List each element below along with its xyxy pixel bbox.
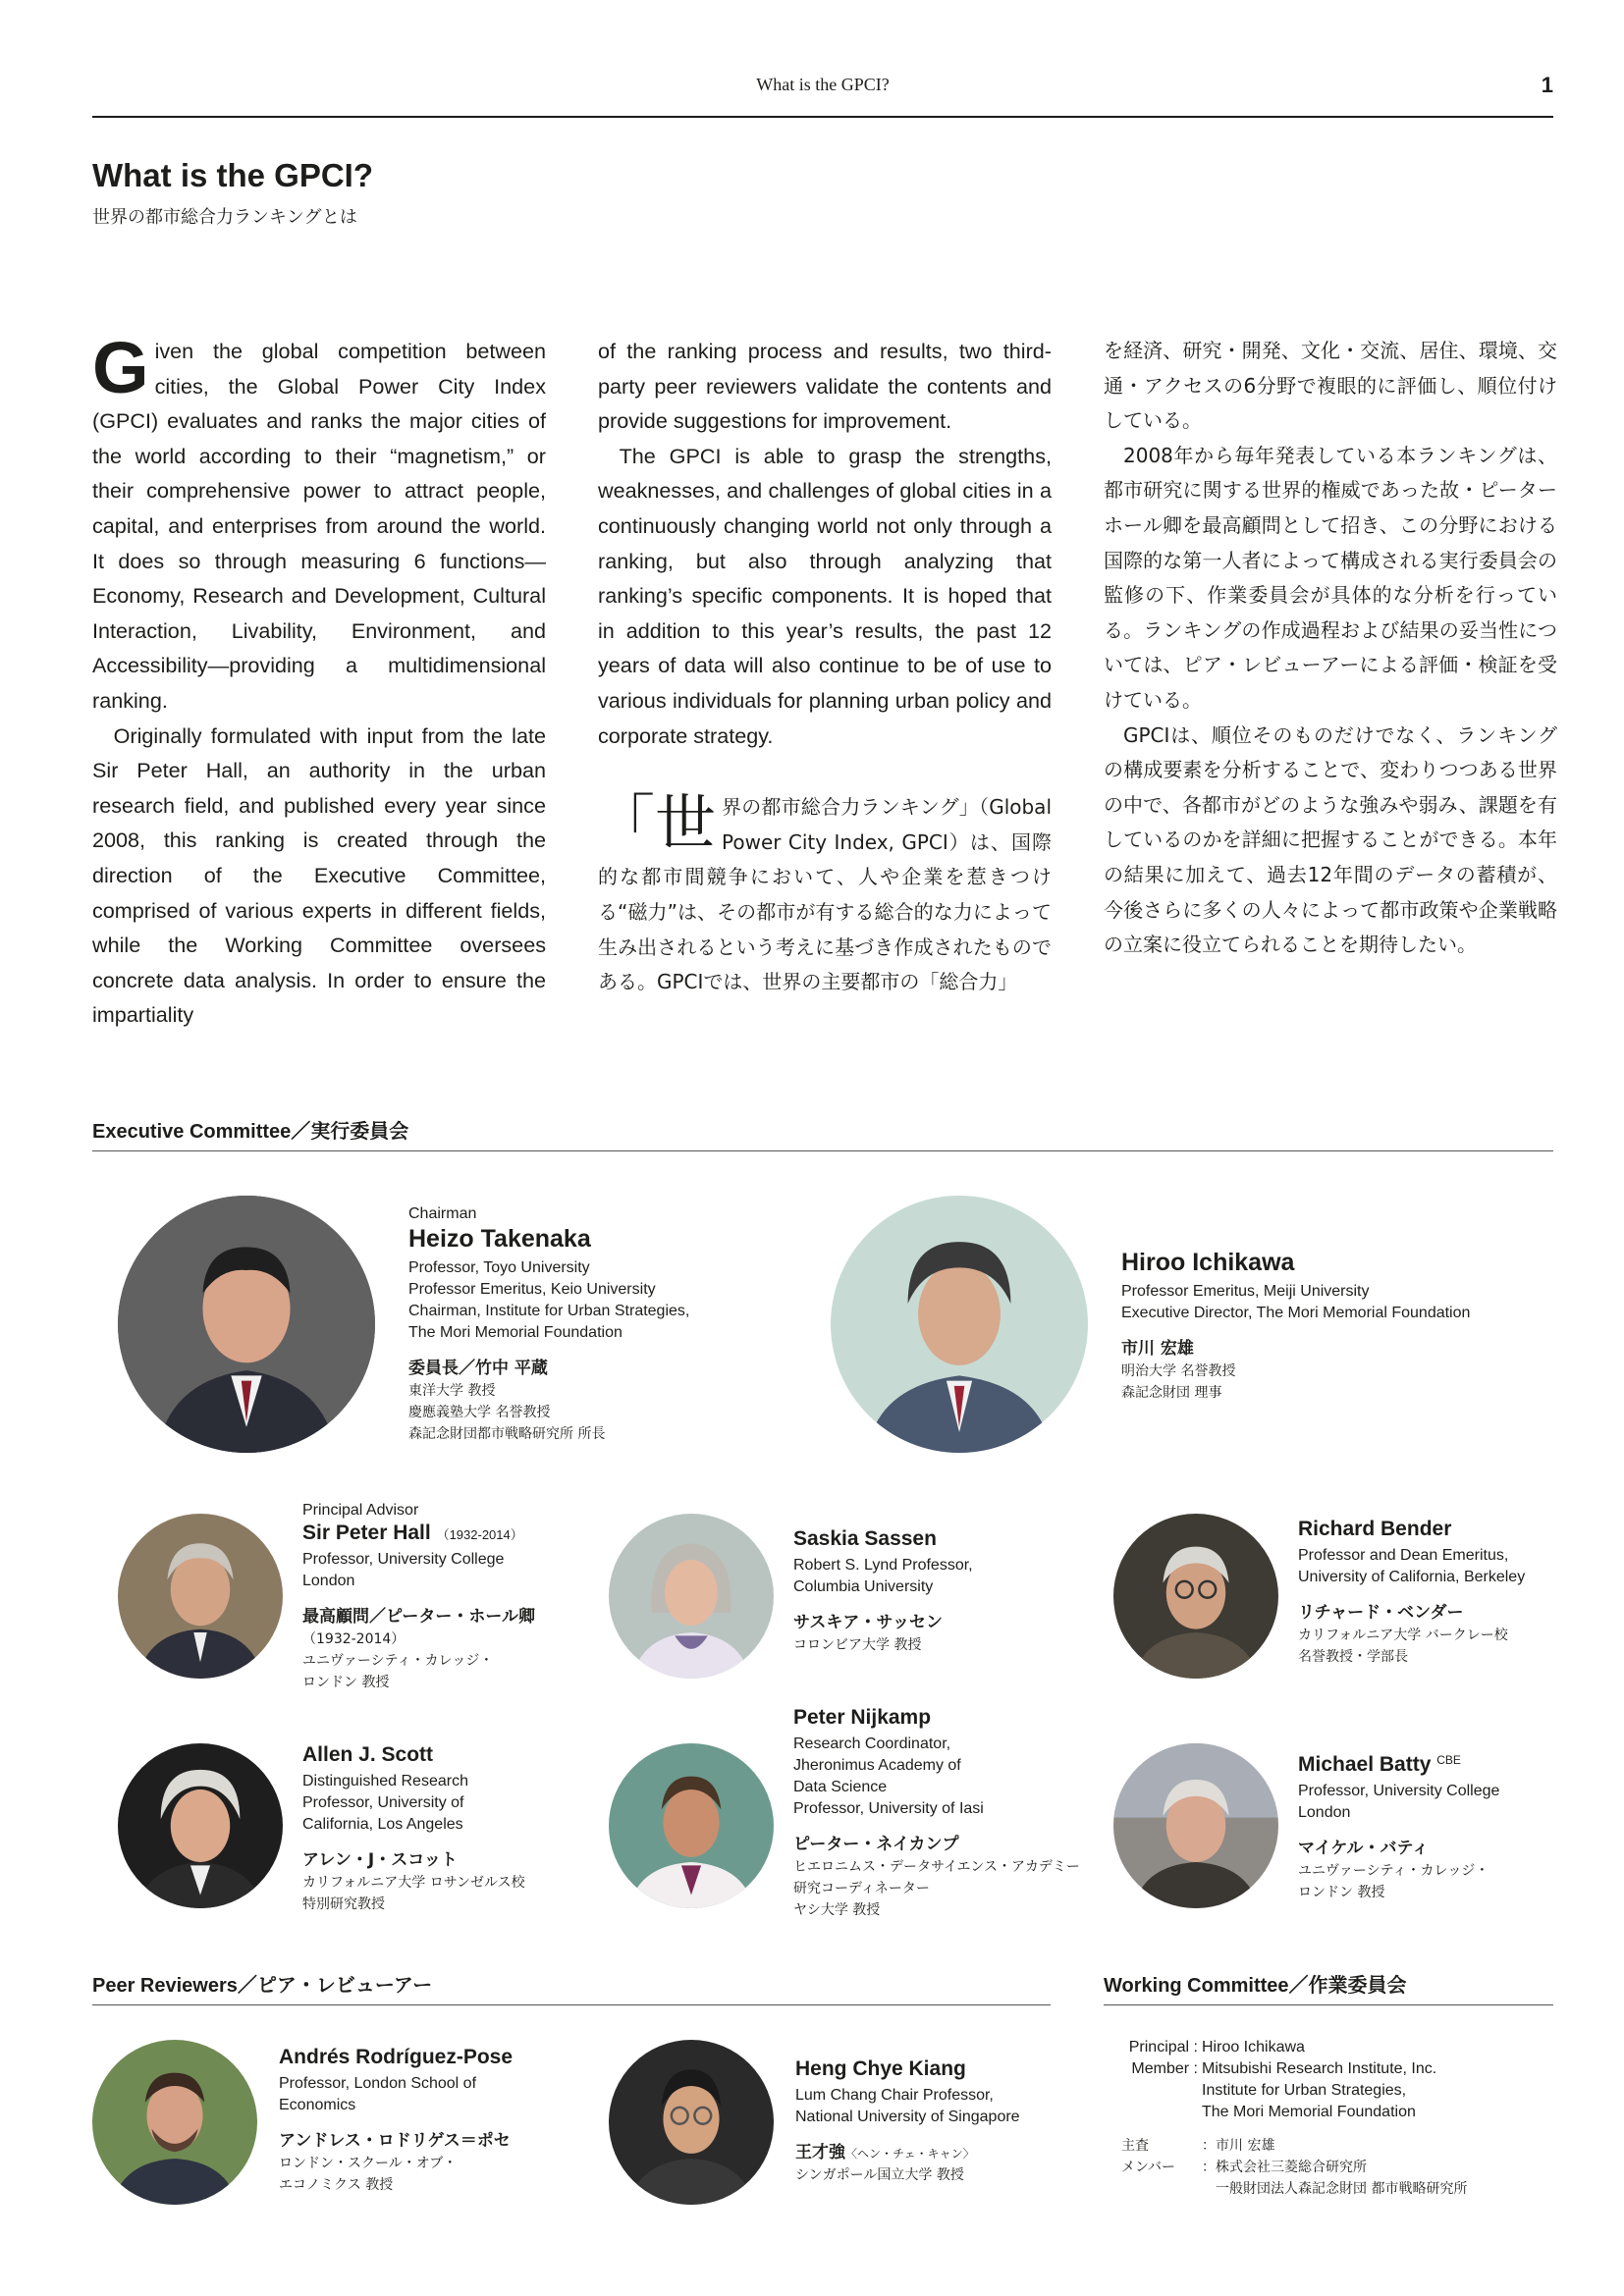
member-jp-name: 最高顧問／ピーター・ホール卿: [302, 1607, 535, 1627]
member-name: [302, 1522, 535, 1545]
portrait-photo: [609, 1743, 774, 1908]
jp-member-values: [1202, 2157, 1467, 2200]
portrait-photo: [1113, 1514, 1278, 1679]
member-value: Mitsubishi Research Institute, Inc.: [1202, 2060, 1437, 2077]
intro-jp-text-1: 界の都市総合力ランキング」（Global Power City Index, GPCI）は、国際的な都市間競争において、人や企業を惹きつける“磁力”は、その都市が有する総合的な力によって生み出されるという考えに基づき作成されたものである。GPCIでは、世界の主要都市の「総合力」: [598, 795, 1052, 994]
member-affiliation: Research Coordinator,: [793, 1735, 951, 1752]
member-values: [1202, 2058, 1436, 2123]
member-affiliation: California, Los Angeles: [302, 1816, 463, 1833]
member-role: Principal Advisor: [302, 1502, 419, 1519]
member-name-text: Sir Peter Hall: [302, 1522, 431, 1544]
portrait-photo: [1113, 1743, 1278, 1908]
member-jp-name: アレン・J・スコット: [302, 1850, 458, 1870]
member-name: Heng Chye Kiang: [795, 2057, 966, 2080]
member-jp-affiliation: エコノミクス 教授: [279, 2177, 394, 2193]
member-years: （1932-2014）: [436, 1527, 523, 1542]
member-jp-affiliation: ユニヴァーシティ・カレッジ・: [1298, 1863, 1489, 1879]
member-affiliation: Professor, University of: [302, 1794, 464, 1811]
portrait-image: [118, 1196, 375, 1453]
portrait-photo: [118, 1743, 283, 1908]
member-jp-name: [795, 2138, 1020, 2163]
principal-label: Principal :: [1128, 2039, 1198, 2056]
member-affiliation: Professor, University College: [1298, 1783, 1500, 1799]
intro-jp-paragraph-3: GPCIは、順位そのものだけでなく、ランキングの構成要素を分析することで、変わりつつある世界の中で、各都市がどのような強みや弱み、課題を有しているのかを詳細に把握することができる。本年の結果に加えて、過去12年間のデータの蓄積が、今後さらに多くの人々によって都市政策や企業戦略の立案に役立てられることを期待したい。: [1104, 722, 1557, 957]
peer-reviewers-heading: [92, 1969, 432, 1998]
member-affiliation: University of California, Berkeley: [1298, 1569, 1526, 1585]
member-jp-affiliation: シンガポール国立大学 教授: [795, 2167, 964, 2183]
member-label: Member :: [1131, 2060, 1198, 2077]
portrait-image: [1113, 1743, 1278, 1908]
member-jp-affiliation: ヤシ大学 教授: [793, 1902, 881, 1918]
member-affiliation: Professor, London School of: [279, 2075, 477, 2092]
working-committee-list: [1121, 2037, 1467, 2200]
member-name: Heizo Takenaka: [408, 1225, 591, 1253]
working-committee-member-row: [1121, 2058, 1467, 2123]
member-jp-affiliation: 東洋大学 教授: [408, 1383, 496, 1399]
member-name-text: Michael Batty: [1298, 1753, 1432, 1776]
intro-jp-paragraph-1: [594, 787, 1052, 1000]
member-jp-affiliation: カリフォルニア大学 ロサンゼルス校: [302, 1875, 525, 1891]
member-allen-j-scott: [302, 1743, 525, 1915]
member-affiliation: Executive Director, The Mori Memorial Foundation: [1121, 1305, 1471, 1321]
portrait-photo: [609, 1514, 774, 1679]
member-affiliation: Robert S. Lynd Professor,: [793, 1557, 973, 1574]
member-honour: CBE: [1436, 1753, 1461, 1767]
working-committee-jp: [1121, 2135, 1467, 2200]
working-committee-jp-principal-row: [1121, 2135, 1467, 2157]
intro-column-1: [92, 327, 546, 1033]
page-number: 1: [1541, 73, 1553, 97]
peer-reviewers-heading-jp: ／ピア・レビューアー: [237, 1973, 433, 1997]
portrait-image: [609, 1514, 774, 1679]
intro-text-1: iven the global competition between cities, the Global Power City Index (GPCI) evaluates and ranks the major cities of the world according to their “magnetism,” or their comprehensive power to attract people, capital, and enterprises from around the world. It does so through measuring 6 functions—Economy, Research and Development, Cultural Interaction, Livability, Environment, and Accessibility—providing a multidimensional ranking.: [92, 339, 546, 713]
member-affiliation: Professor, University of Iasi: [793, 1800, 984, 1817]
member-jp-affiliation: コロンビア大学 教授: [793, 1637, 922, 1653]
page-subtitle: 世界の都市総合力ランキングとは: [92, 207, 357, 228]
running-title: What is the GPCI?: [756, 75, 890, 94]
member-role: Chairman: [408, 1205, 477, 1222]
executive-committee-heading: [92, 1115, 408, 1144]
member-value: Institute for Urban Strategies,: [1202, 2082, 1407, 2099]
member-affiliation: Data Science: [793, 1779, 888, 1795]
member-name: Richard Bender: [1298, 1518, 1452, 1540]
member-affiliation: Professor Emeritus, Meiji University: [1121, 1283, 1370, 1300]
member-jp-name: マイケル・バティ: [1298, 1839, 1430, 1858]
member-affiliation: Lum Chang Chair Professor,: [795, 2087, 994, 2104]
intro-column-2: [594, 334, 1052, 1000]
portrait-photo: [118, 1196, 375, 1453]
reviewer-heng-chye-kiang: [795, 2057, 1020, 2186]
portrait-photo: [118, 1514, 283, 1679]
member-jp-name: サスキア・サッセン: [793, 1613, 943, 1632]
member-name: Allen J. Scott: [302, 1743, 434, 1766]
member-jp-affiliation: ロンドン 教授: [1298, 1885, 1385, 1900]
working-committee-heading-en: Working Committee: [1104, 1975, 1289, 1997]
member-affiliation: London: [302, 1573, 355, 1589]
member-jp-name: アンドレス・ロドリゲス＝ポセ: [279, 2131, 511, 2151]
portrait-image: [92, 2040, 257, 2205]
portrait-photo: [92, 2040, 257, 2205]
executive-committee-heading-en: Executive Committee: [92, 1121, 292, 1143]
member-affiliation: Economics: [279, 2097, 356, 2113]
member-affiliation: Professor, University College: [302, 1551, 505, 1568]
peer-reviewers-heading-en: Peer Reviewers: [92, 1975, 238, 1997]
jp-principal-label: 主査: [1121, 2138, 1149, 2154]
member-affiliation: Professor, Toyo University: [408, 1259, 590, 1276]
member-name: Andrés Rodríguez-Pose: [279, 2046, 514, 2068]
member-jp-name: ピーター・ネイカンプ: [793, 1835, 959, 1854]
working-committee-jp-member-row: [1121, 2157, 1467, 2200]
member-name: [1298, 1753, 1499, 1777]
member-jp-affiliation: 特別研究教授: [302, 1896, 385, 1912]
intro-paragraph-2: Originally formulated with input from the late Sir Peter Hall, an authority in the urban research field, and published every year since 2008, this ranking is created through the direction of the Executive Committee, comprised of various experts in different fields, while the Working Committee oversees concrete data analysis. In order to ensure the impartiality: [92, 722, 546, 1028]
member-jp-name: 市川 宏雄: [1121, 1339, 1194, 1359]
jp-drop-cap: 「世: [594, 787, 717, 860]
member-affiliation: The Mori Memorial Foundation: [408, 1324, 623, 1341]
member-peter-hall: [302, 1502, 535, 1693]
member-jp-affiliation: カリフォルニア大学 バークレー校: [1298, 1628, 1508, 1643]
portrait-photo: [831, 1196, 1088, 1453]
member-richard-bender: [1298, 1518, 1525, 1668]
page-title: What is the GPCI?: [92, 157, 374, 193]
member-value: The Mori Memorial Foundation: [1202, 2104, 1416, 2120]
jp-member-label: メンバー: [1121, 2160, 1176, 2175]
member-jp-affiliation: 名誉教授・学部長: [1298, 1649, 1408, 1665]
working-committee-heading: [1104, 1969, 1407, 1998]
member-affiliation: Professor Emeritus, Keio University: [408, 1281, 656, 1298]
member-affiliation: Distinguished Research: [302, 1773, 468, 1789]
member-jp-affiliation: ユニヴァーシティ・カレッジ・: [302, 1653, 494, 1669]
member-saskia-sassen: [793, 1527, 973, 1656]
portrait-image: [118, 1514, 283, 1679]
member-jp-affiliation: （1932-2014）: [302, 1631, 406, 1647]
jp-member-value: 一般財団法人森記念財団 都市戦略研究所: [1216, 2181, 1468, 2197]
executive-committee-rule: [92, 1150, 1553, 1151]
working-committee-heading-jp: ／作業委員会: [1288, 1973, 1407, 1997]
principal-value: Hiroo Ichikawa: [1202, 2039, 1305, 2056]
portrait-image: [1113, 1514, 1278, 1679]
executive-committee-heading-jp: ／実行委員会: [291, 1119, 409, 1143]
member-hiroo-ichikawa: [1121, 1249, 1470, 1404]
member-heizo-takenaka: [408, 1205, 689, 1445]
intro-paragraph-3: The GPCI is able to grasp the strengths, weaknesses, and challenges of global cities in a continuously changing world not only through a ranking, but also through analyzing that ranking’s specific components. It is hoped that in addition to this year’s results, the past 12 years of data will also continue to be of use to various individuals for planning urban policy and corporate strategy.: [598, 443, 1052, 748]
member-jp-affiliation: ヒエロニムス・データサイエンス・アカデミー: [793, 1859, 1080, 1875]
intro-jp-paragraph-2: 2008年から毎年発表している本ランキングは、都市研究に関する世界的権威であった故・ピーターホール卿を最高顧問として招き、この分野における国際的な第一人者によって構成される実行委員会の監修の下、作業委員会が具体的な分析を行っている。ランキングの作成過程および結果の妥当性については、ピア・レビューアーによる評価・検証を受けている。: [1104, 443, 1557, 712]
member-jp-name-reading: 〈ヘン・チェ・キャン〉: [845, 2147, 975, 2161]
drop-cap: G: [92, 327, 149, 408]
intro-column-3: [1104, 334, 1557, 963]
member-affiliation: Chairman, Institute for Urban Strategies,: [408, 1303, 690, 1319]
member-jp-affiliation: ロンドン・スクール・オブ・: [279, 2156, 458, 2171]
member-jp-name-text: 王才強: [795, 2143, 845, 2163]
member-affiliation: National University of Singapore: [795, 2109, 1020, 2125]
member-name: Hiroo Ichikawa: [1121, 1249, 1295, 1276]
working-committee-principal-row: [1121, 2037, 1467, 2058]
member-michael-batty: [1298, 1753, 1499, 1903]
member-affiliation: Professor and Dean Emeritus,: [1298, 1547, 1509, 1564]
portrait-image: [831, 1196, 1088, 1453]
member-affiliation: Jheronimus Academy of: [793, 1757, 961, 1774]
member-jp-name: 委員長／竹中 平蔵: [408, 1359, 548, 1378]
portrait-image: [118, 1743, 283, 1908]
member-affiliation: Columbia University: [793, 1578, 934, 1595]
member-jp-name: リチャード・ベンダー: [1298, 1603, 1464, 1623]
member-jp-affiliation: 慶應義塾大学 名誉教授: [408, 1405, 551, 1420]
jp-principal-value: ：市川 宏雄: [1202, 2138, 1275, 2154]
intro-jp-paragraph-1-cont: を経済、研究・開発、文化・交流、居住、環境、交通・アクセスの6分野で複眼的に評価し、順位付けしている。: [1104, 339, 1557, 433]
portrait-image: [609, 2040, 774, 2205]
working-committee-rule: [1104, 2004, 1553, 2005]
reviewer-andres-rodriguez-pose: [279, 2046, 513, 2196]
member-jp-affiliation: 明治大学 名誉教授: [1121, 1363, 1236, 1379]
intro-paragraph-2-cont: of the ranking process and results, two third-party peer reviewers validate the contents and provide suggestions for improvement.: [598, 339, 1052, 434]
portrait-image: [609, 1743, 774, 1908]
member-name: Saskia Sassen: [793, 1527, 937, 1550]
peer-reviewers-rule: [92, 2004, 1051, 2005]
portrait-photo: [609, 2040, 774, 2205]
member-affiliation: London: [1298, 1804, 1351, 1821]
member-peter-nijkamp: [793, 1706, 1080, 1921]
member-jp-affiliation: 研究コーディネーター: [793, 1881, 930, 1896]
member-jp-affiliation: 森記念財団都市戦略研究所 所長: [408, 1426, 606, 1442]
header-rule: [92, 116, 1553, 118]
member-jp-affiliation: 森記念財団 理事: [1121, 1385, 1222, 1401]
member-name: Peter Nijkamp: [793, 1706, 932, 1729]
member-jp-affiliation: ロンドン 教授: [302, 1675, 390, 1690]
intro-paragraph-1: [92, 327, 546, 719]
jp-member-value: ：株式会社三菱総合研究所: [1202, 2160, 1367, 2175]
